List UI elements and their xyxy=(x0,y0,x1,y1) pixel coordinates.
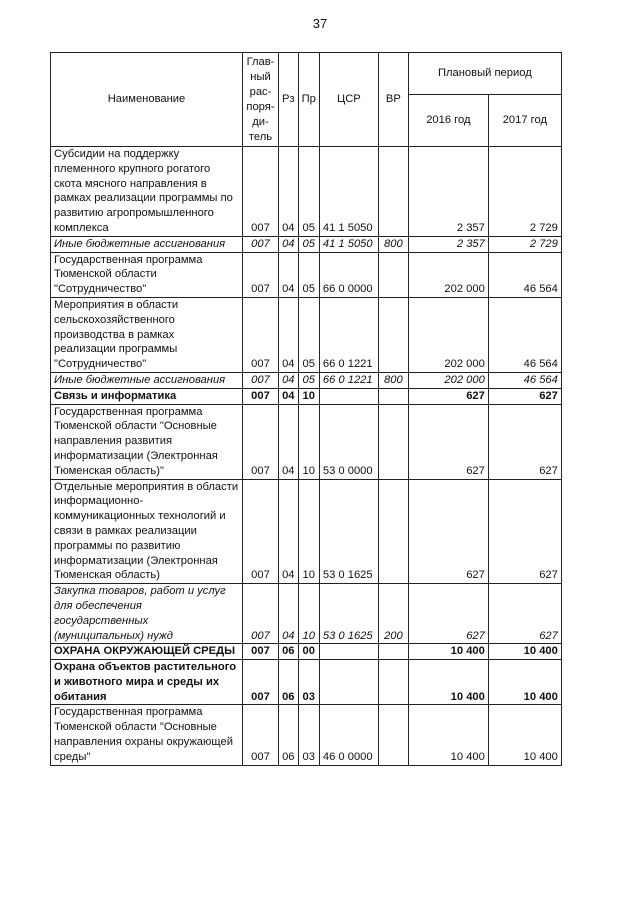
budget-table xyxy=(50,52,562,766)
row-vr: 800 xyxy=(378,372,408,388)
header-name: Наименование xyxy=(51,53,243,147)
row-main-manager: 007 xyxy=(243,388,279,404)
row-csr: 41 1 5050 xyxy=(319,147,378,237)
row-value-2016: 627 xyxy=(408,584,488,644)
row-rz: 06 xyxy=(279,660,299,705)
row-value-2017: 10 400 xyxy=(488,660,561,705)
row-name: Государственная программа Тюменской области "Основные направления развития информатизации (Электронная Тюменская область)" xyxy=(51,404,243,479)
table-row xyxy=(51,297,562,372)
row-main-manager: 007 xyxy=(243,644,279,660)
row-value-2016: 627 xyxy=(408,388,488,404)
row-pr: 03 xyxy=(298,660,319,705)
row-value-2017: 627 xyxy=(488,479,561,584)
row-pr: 05 xyxy=(298,297,319,372)
header-vr: ВР xyxy=(378,53,408,147)
row-rz: 06 xyxy=(279,705,299,765)
header-csr: ЦСР xyxy=(319,53,378,147)
row-value-2016: 627 xyxy=(408,479,488,584)
row-value-2016: 10 400 xyxy=(408,644,488,660)
row-value-2017: 627 xyxy=(488,388,561,404)
row-vr xyxy=(378,297,408,372)
row-value-2017: 2 729 xyxy=(488,236,561,252)
row-value-2016: 2 357 xyxy=(408,236,488,252)
row-pr: 10 xyxy=(298,584,319,644)
row-pr: 10 xyxy=(298,404,319,479)
row-main-manager: 007 xyxy=(243,660,279,705)
row-main-manager: 007 xyxy=(243,372,279,388)
row-name: Государственная программа Тюменской области "Сотрудничество" xyxy=(51,252,243,297)
row-value-2016: 10 400 xyxy=(408,705,488,765)
row-main-manager: 007 xyxy=(243,705,279,765)
row-value-2016: 202 000 xyxy=(408,297,488,372)
row-main-manager: 007 xyxy=(243,252,279,297)
row-value-2017: 627 xyxy=(488,584,561,644)
row-pr: 05 xyxy=(298,147,319,237)
row-csr xyxy=(319,660,378,705)
row-rz: 04 xyxy=(279,147,299,237)
row-value-2017: 10 400 xyxy=(488,644,561,660)
row-vr xyxy=(378,404,408,479)
row-vr: 800 xyxy=(378,236,408,252)
row-rz: 04 xyxy=(279,479,299,584)
header-planned-period: Плановый период xyxy=(408,53,561,95)
table-row xyxy=(51,479,562,584)
row-main-manager: 007 xyxy=(243,404,279,479)
page-number: 37 xyxy=(312,16,328,31)
row-name: ОХРАНА ОКРУЖАЮЩЕЙ СРЕДЫ xyxy=(51,644,243,660)
row-value-2017: 46 564 xyxy=(488,297,561,372)
row-name: Мероприятия в области сельскохозяйственного производства в рамках реализации программы "Сотрудничество" xyxy=(51,297,243,372)
table-row xyxy=(51,388,562,404)
row-name: Иные бюджетные ассигнования xyxy=(51,372,243,388)
table-row xyxy=(51,236,562,252)
table-row xyxy=(51,584,562,644)
row-rz: 04 xyxy=(279,372,299,388)
row-vr xyxy=(378,644,408,660)
row-value-2017: 2 729 xyxy=(488,147,561,237)
table-row xyxy=(51,404,562,479)
row-csr: 66 0 1221 xyxy=(319,372,378,388)
table-row xyxy=(51,372,562,388)
row-pr: 05 xyxy=(298,252,319,297)
row-csr: 53 0 1625 xyxy=(319,584,378,644)
row-rz: 04 xyxy=(279,252,299,297)
row-name: Отдельные мероприятия в области информационно-коммуникационных технологий и связи в рамках реализации программы по развитию информатизации (Электронная Тюменская область) xyxy=(51,479,243,584)
row-pr: 03 xyxy=(298,705,319,765)
row-rz: 04 xyxy=(279,388,299,404)
row-csr: 46 0 0000 xyxy=(319,705,378,765)
row-value-2016: 627 xyxy=(408,404,488,479)
row-rz: 04 xyxy=(279,404,299,479)
row-pr: 05 xyxy=(298,236,319,252)
row-value-2017: 627 xyxy=(488,404,561,479)
table-row xyxy=(51,252,562,297)
row-value-2017: 46 564 xyxy=(488,252,561,297)
row-csr xyxy=(319,388,378,404)
row-csr: 66 0 1221 xyxy=(319,297,378,372)
row-value-2017: 46 564 xyxy=(488,372,561,388)
row-rz: 04 xyxy=(279,584,299,644)
header-rz: Рз xyxy=(279,53,299,147)
row-name: Связь и информатика xyxy=(51,388,243,404)
row-name: Иные бюджетные ассигнования xyxy=(51,236,243,252)
table-row xyxy=(51,147,562,237)
row-name: Государственная программа Тюменской области "Основные направления охраны окружающей среды" xyxy=(51,705,243,765)
table-row xyxy=(51,705,562,765)
row-rz: 04 xyxy=(279,297,299,372)
row-vr: 200 xyxy=(378,584,408,644)
header-main-manager: Глав- ный рас- поря- ди- тель xyxy=(243,53,279,147)
table-row xyxy=(51,660,562,705)
row-value-2016: 10 400 xyxy=(408,660,488,705)
row-name: Закупка товаров, работ и услуг для обеспечения государственных (муниципальных) нужд xyxy=(51,584,243,644)
row-csr: 41 1 5050 xyxy=(319,236,378,252)
row-rz: 04 xyxy=(279,236,299,252)
row-rz: 06 xyxy=(279,644,299,660)
row-main-manager: 007 xyxy=(243,584,279,644)
row-value-2017: 10 400 xyxy=(488,705,561,765)
row-vr xyxy=(378,705,408,765)
header-year-2017: 2017 год xyxy=(488,95,561,147)
row-vr xyxy=(378,479,408,584)
row-main-manager: 007 xyxy=(243,297,279,372)
row-csr xyxy=(319,644,378,660)
row-main-manager: 007 xyxy=(243,147,279,237)
row-vr xyxy=(378,388,408,404)
row-vr xyxy=(378,660,408,705)
row-name: Субсидии на поддержку племенного крупного рогатого скота мясного направления в рамках реализации программы по развитию агропромышленного комплекса xyxy=(51,147,243,237)
row-value-2016: 202 000 xyxy=(408,372,488,388)
row-pr: 00 xyxy=(298,644,319,660)
row-pr: 10 xyxy=(298,388,319,404)
row-csr: 53 0 1625 xyxy=(319,479,378,584)
row-csr: 53 0 0000 xyxy=(319,404,378,479)
row-main-manager: 007 xyxy=(243,479,279,584)
row-vr xyxy=(378,252,408,297)
row-csr: 66 0 0000 xyxy=(319,252,378,297)
header-year-2016: 2016 год xyxy=(408,95,488,147)
header-pr: Пр xyxy=(298,53,319,147)
row-value-2016: 202 000 xyxy=(408,252,488,297)
row-vr xyxy=(378,147,408,237)
table-row xyxy=(51,644,562,660)
row-main-manager: 007 xyxy=(243,236,279,252)
row-name: Охрана объектов растительного и животного мира и среды их обитания xyxy=(51,660,243,705)
row-value-2016: 2 357 xyxy=(408,147,488,237)
row-pr: 05 xyxy=(298,372,319,388)
row-pr: 10 xyxy=(298,479,319,584)
